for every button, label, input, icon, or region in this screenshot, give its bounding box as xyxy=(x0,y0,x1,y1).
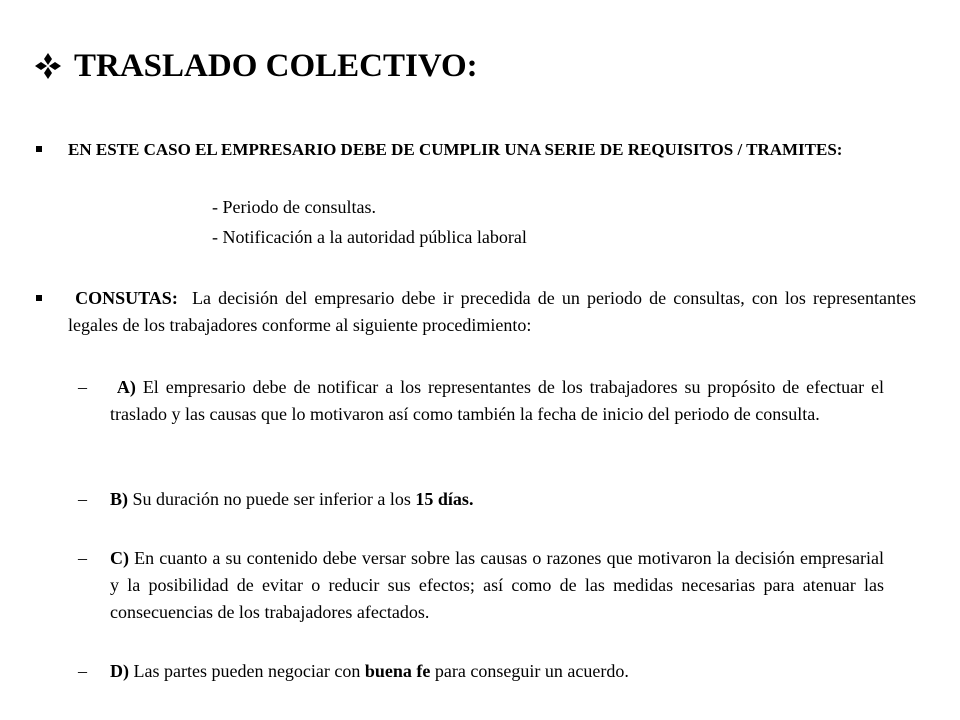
sub-item-b xyxy=(78,486,884,513)
sub-item-a-body: El empresario debe de notificar a los representantes de los trabajadores su propósito de efectuar el traslado y las causas que lo motivaron así como también la fecha de inicio del periodo de consulta. xyxy=(110,377,885,424)
sub-item-b-body: Su duración no puede ser inferior a los xyxy=(132,489,411,509)
bullet-requisitos xyxy=(36,136,916,163)
sub-item-a-label: A) xyxy=(116,377,136,397)
sub-item-b-text xyxy=(110,486,884,513)
title-text: TRASLADO COLECTIVO: xyxy=(74,48,478,84)
sub-item-a xyxy=(78,374,884,428)
sub-item-d-after: para conseguir un acuerdo. xyxy=(434,661,629,681)
sub-item-c-body: En cuanto a su contenido debe versar sobre las causas o razones que motivaron la decisión empresarial y la posibilidad de evitar o reducir sus efectos; así como de las medidas necesarias para atenuar las consecuencias de los trabajadores afectados. xyxy=(110,548,885,622)
dash-bullet: – xyxy=(78,548,87,568)
sub-item-c xyxy=(78,545,884,626)
sub-item-b-label: B) xyxy=(110,489,128,509)
sub-item-c-label: C) xyxy=(110,548,129,568)
sub-item-a-text xyxy=(110,374,884,428)
sub-item-d-before: Las partes pueden negociar con xyxy=(133,661,361,681)
bullet-requisitos-text: EN ESTE CASO EL EMPRESARIO DEBE DE CUMPLIR UNA SERIE DE REQUISITOS / TRAMITES: xyxy=(68,140,843,159)
square-bullet-icon xyxy=(36,146,42,152)
dash-bullet: – xyxy=(78,377,87,397)
requisito-item-1: - Periodo de consultas. xyxy=(212,197,376,217)
consultas-label: CONSUTAS: xyxy=(75,288,178,308)
square-bullet-icon xyxy=(36,295,42,301)
slide-title xyxy=(34,46,914,86)
sub-item-d-label: D) xyxy=(110,661,129,681)
bullet-consultas xyxy=(36,285,916,339)
four-diamond-bullet-icon xyxy=(34,52,62,80)
requisito-item-2: - Notificación a la autoridad pública laboral xyxy=(212,227,527,247)
sub-item-d xyxy=(78,658,884,685)
sub-item-d-text xyxy=(110,658,884,685)
sub-item-d-bold: buena fe xyxy=(364,661,431,681)
consultas-body: La decisión del empresario debe ir precedida de un periodo de consultas, con los representantes legales de los trabajadores conforme al siguiente procedimiento: xyxy=(68,288,917,335)
dash-bullet: – xyxy=(78,489,87,509)
sub-item-b-bold: 15 días. xyxy=(415,489,474,509)
sub-item-c-text xyxy=(110,545,884,626)
bullet-consultas-text xyxy=(68,285,916,339)
dash-bullet: – xyxy=(78,661,87,681)
